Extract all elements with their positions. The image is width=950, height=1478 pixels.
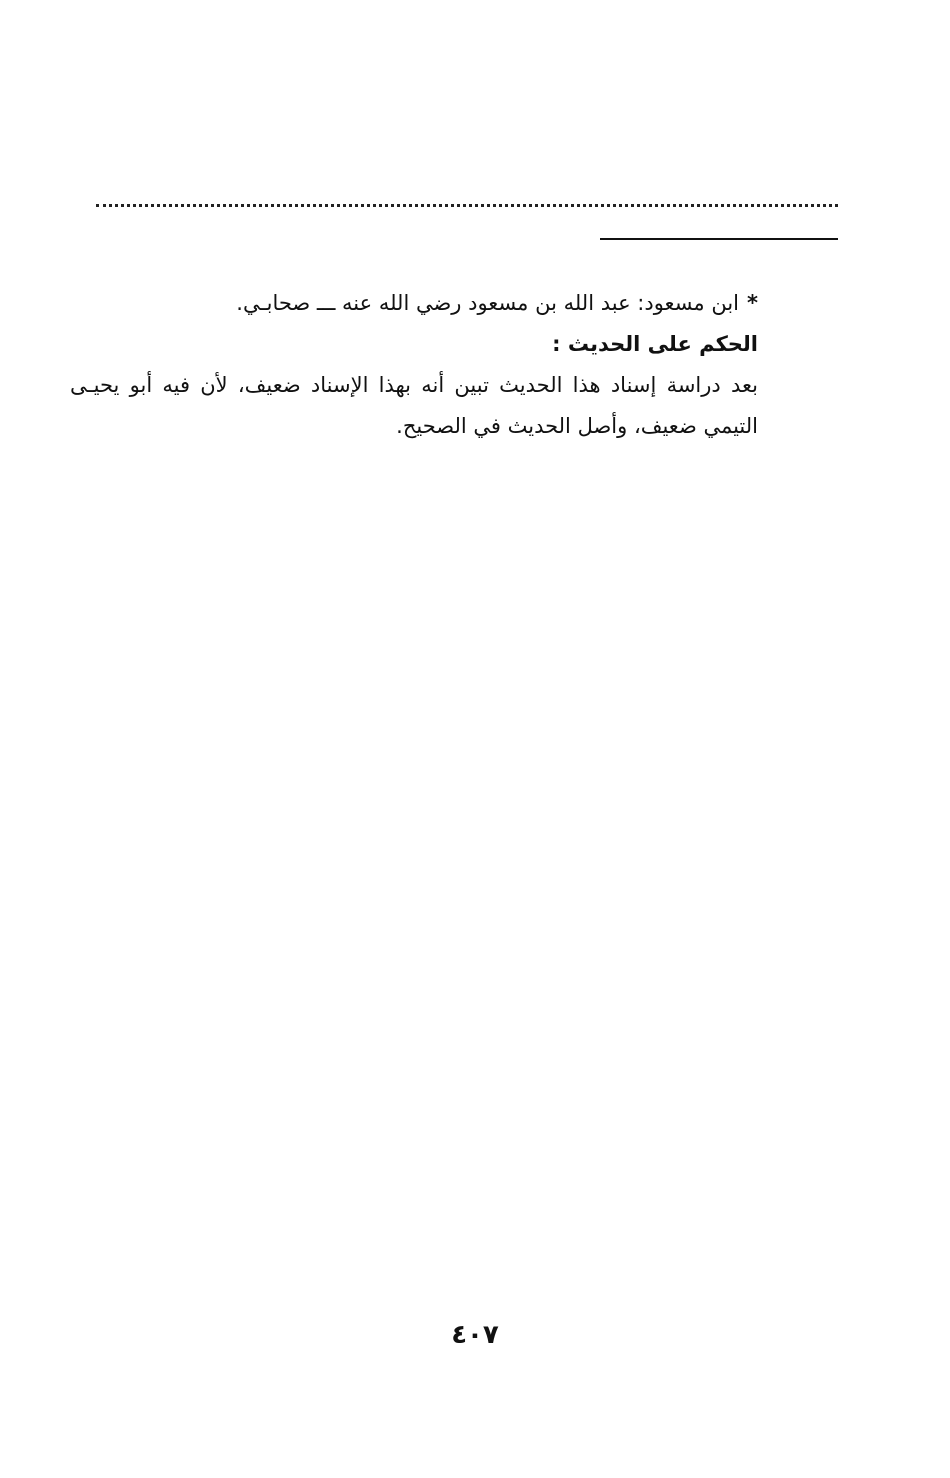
narrator-line: [70, 283, 758, 324]
dotted-separator: [96, 204, 838, 207]
text-block: [70, 283, 758, 447]
ruling-heading: الحكم على الحديث :: [552, 332, 758, 356]
narrator-text: ابن مسعود: عبد الله بن مسعود رضي الله عنه ـــ صحابـي.: [236, 291, 740, 315]
ruling-body: بعد دراسة إسناد هذا الحديث تبين أنه بهذا الإسناد ضعيف، لأن فيه أبو يحيـى التيمي ضعيف، وأصل الحديث في الصحيح.: [70, 373, 758, 438]
page-number: ٤٠٧: [451, 1320, 499, 1350]
footnote-rule: [600, 238, 838, 240]
asterisk-marker: *: [747, 291, 758, 315]
